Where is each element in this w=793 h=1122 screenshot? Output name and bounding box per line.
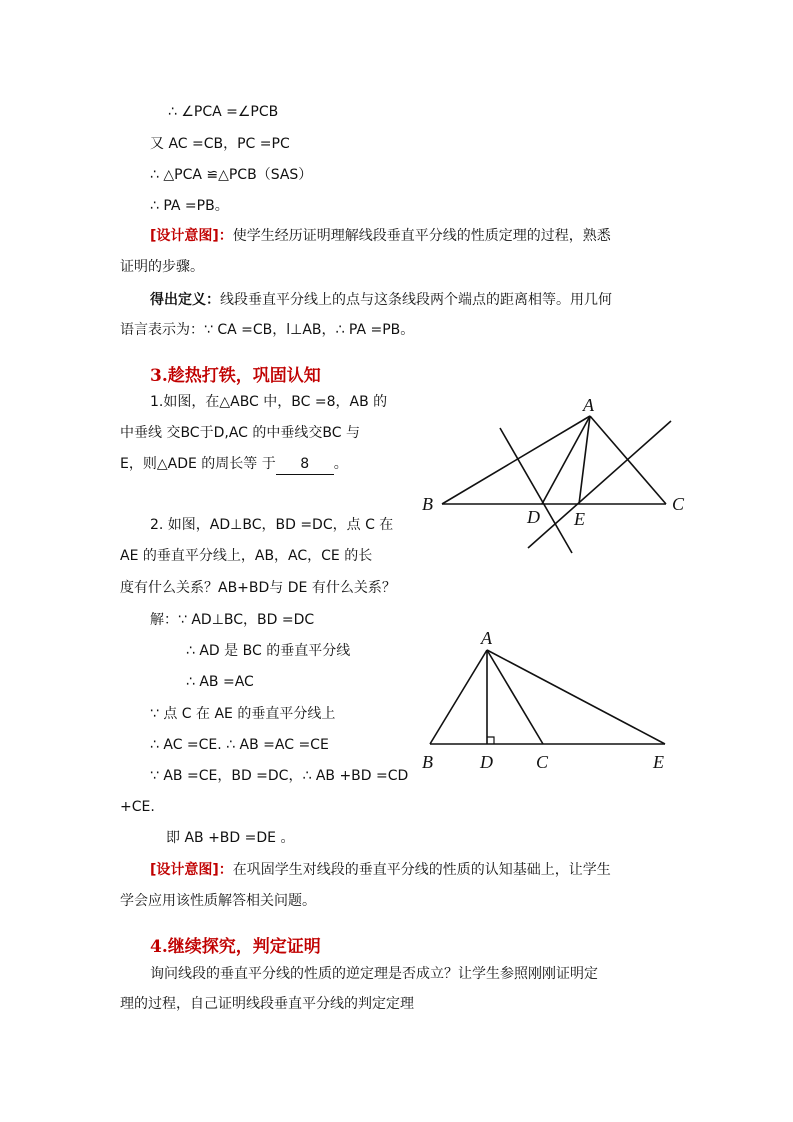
design-intent-2	[150, 860, 611, 880]
perpendicular-bisector-ab	[500, 428, 572, 553]
question-1-text: E，则△ADE 的周长等 于	[120, 456, 276, 472]
label-b: B	[422, 494, 433, 514]
design-intent-text: 使学生经历证明理解线段垂直平分线的性质定理的过程，熟悉	[232, 228, 611, 244]
design-intent-tag: [设计意图]：	[150, 862, 233, 878]
answer-blank: 8	[276, 454, 334, 475]
design-intent-1-cont: 证明的步骤。	[120, 259, 204, 275]
solution-line-2: ∴ AD 是 BC 的垂直平分线	[186, 643, 351, 659]
solution-line-6: ∵ AB =CE，BD =DC，∴ AB +BD =CD	[150, 768, 409, 784]
segment-ab	[430, 650, 487, 744]
label-c: C	[536, 752, 549, 772]
question-1-end: 。	[333, 456, 348, 472]
definition-tag: 得出定义：	[150, 292, 220, 308]
question-1-line-3	[120, 454, 348, 475]
label-e: E	[653, 752, 664, 772]
explore-line-2: 理的过程，自己证明线段垂直平分线的判定定理	[120, 996, 414, 1012]
question-2-line-1: 2. 如图，AD⊥BC，BD =DC，点 C 在	[150, 517, 394, 533]
solution-line-1: 解：∵ AD⊥BC，BD =DC	[150, 612, 315, 628]
proof-line-4: ∴ PA =PB。	[150, 198, 229, 214]
definition-cont: 语言表示为：∵ CA =CB，l⊥AB，∴ PA =PB。	[120, 322, 415, 338]
definition-text: 线段垂直平分线上的点与这条线段两个端点的距离相等。用几何	[220, 292, 612, 308]
segment-ae	[579, 416, 590, 504]
question-2-line-3: 度有什么关系？AB+BD与 DE 有什么关系？	[120, 580, 396, 596]
segment-ad	[542, 416, 590, 504]
design-intent-text: 在巩固学生对线段的垂直平分线的性质的认知基础上，让学生	[232, 862, 611, 878]
figure-1-triangle-diagram	[400, 388, 710, 568]
design-intent-1	[150, 226, 611, 246]
proof-line-3: ∴ △PCA ≌△PCB（SAS）	[150, 167, 313, 183]
explore-line-1: 询问线段的垂直平分线的性质的逆定理是否成立？让学生参照刚刚证明定	[150, 966, 598, 982]
figure-2-triangle-diagram	[410, 622, 680, 782]
label-a: A	[583, 395, 594, 415]
question-1-line-1: 1.如图，在△ABC 中，BC =8，AB 的	[150, 394, 388, 410]
solution-line-7: +CE.	[120, 799, 155, 815]
question-1-line-2: 中垂线 交BC于D,AC 的中垂线交BC 与	[120, 425, 360, 441]
section-3-heading: 3.趁热打铁，巩固认知	[150, 366, 321, 386]
segment-ab	[442, 416, 590, 504]
label-d: D	[480, 752, 493, 772]
design-intent-2-cont: 学会应用该性质解答相关问题。	[120, 893, 316, 909]
solution-line-4: ∵ 点 C 在 AE 的垂直平分线上	[150, 706, 336, 722]
segment-ae	[487, 650, 665, 744]
solution-line-8: 即 AB +BD =DE 。	[166, 830, 295, 846]
label-e: E	[574, 509, 585, 529]
label-c: C	[672, 494, 685, 514]
solution-line-5: ∴ AC =CE. ∴ AB =AC =CE	[150, 737, 329, 753]
proof-line-2: 又 AC =CB，PC =PC	[150, 136, 290, 152]
definition	[150, 290, 612, 310]
section-4-heading: 4.继续探究，判定证明	[150, 937, 321, 957]
solution-line-3: ∴ AB =AC	[186, 674, 254, 690]
proof-line-1: ∴ ∠PCA =∠PCB	[168, 104, 279, 120]
right-angle-mark	[487, 737, 494, 744]
label-d: D	[527, 507, 540, 527]
question-2-line-2: AE 的垂直平分线上，AB，AC，CE 的长	[120, 548, 373, 564]
label-a: A	[481, 628, 492, 648]
label-b: B	[422, 752, 433, 772]
design-intent-tag: [设计意图]：	[150, 228, 233, 244]
